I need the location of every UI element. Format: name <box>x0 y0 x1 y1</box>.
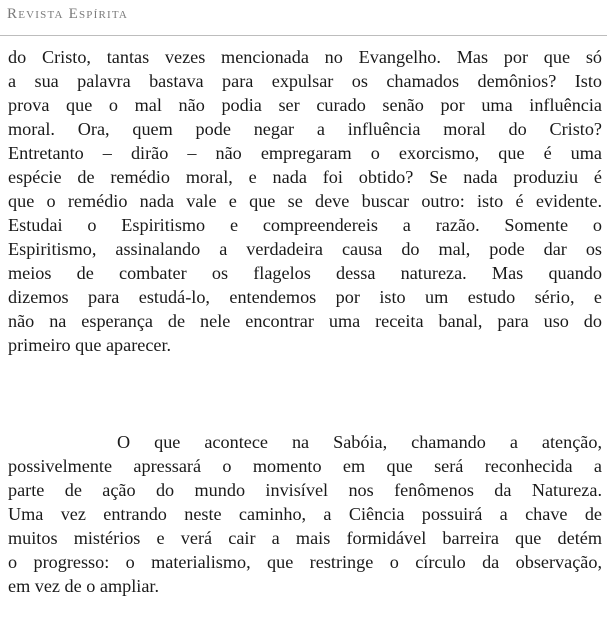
text-line: prova que o mal não podia ser curado senão por uma influência <box>8 95 602 115</box>
text-line: o progresso: o materialismo, que restringe o círculo da observação, <box>8 552 602 572</box>
text-line: O que acontece na Sabóia, chamando a atenção, <box>117 432 602 452</box>
text-line: possivelmente apressará o momento em que será reconhecida a <box>8 456 602 476</box>
text-line: espécie de remédio moral, e nada foi obtido? Se nada produziu é <box>8 167 602 187</box>
text-line: dizemos para estudá-lo, entendemos por isto um estudo sério, e <box>8 287 602 307</box>
text-line: Espiritismo, assinalando a verdadeira causa do mal, pode dar os <box>8 239 602 259</box>
text-line: Uma vez entrando neste caminho, a Ciência possuirá a chave de <box>8 504 602 524</box>
paragraph-2 <box>8 430 602 598</box>
text-line: muitos mistérios e verá cair a mais formidável barreira que detém <box>8 528 602 548</box>
running-head-title: Revista Espírita <box>7 6 129 22</box>
text-line: meios de combater os flagelos dessa natureza. Mas quando <box>8 263 602 283</box>
text-line: parte de ação do mundo invisível nos fenômenos da Natureza. <box>8 480 602 500</box>
paragraph-1 <box>8 45 602 357</box>
text-line: primeiro que aparecer. <box>8 335 172 355</box>
text-line: não na esperança de nele encontrar uma receita banal, para uso do <box>8 311 602 331</box>
text-line: a sua palavra bastava para expulsar os chamados demônios? Isto <box>8 71 602 91</box>
text-line: Estudai o Espiritismo e compreendereis a razão. Somente o <box>8 215 602 235</box>
text-line: em vez de o ampliar. <box>8 576 159 596</box>
header-divider <box>0 35 607 36</box>
text-line: do Cristo, tantas vezes mencionada no Evangelho. Mas por que só <box>8 47 602 67</box>
text-line: que o remédio nada vale e que se deve buscar outro: isto é evidente. <box>8 191 602 211</box>
text-line: moral. Ora, quem pode negar a influência moral do Cristo? <box>8 119 602 139</box>
text-line: Entretanto – dirão – não empregaram o exorcismo, que é uma <box>8 143 602 163</box>
